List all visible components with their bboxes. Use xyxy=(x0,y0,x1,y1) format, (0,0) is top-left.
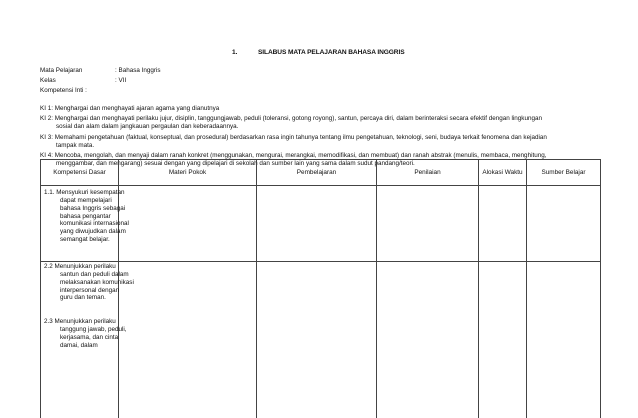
ki-continuation: menggambar, dan mengarang) sesuai dengan yang dipelajari di sekolah dan sumber lain yang sama dalam sudut pandang/teori. xyxy=(56,159,415,167)
syllabus-table xyxy=(40,159,601,418)
alokasi-cell xyxy=(479,262,527,418)
ki-continuation: tampak mata. xyxy=(56,141,95,149)
pembelajaran-cell xyxy=(257,262,377,418)
kd-line: komunikasi internasional xyxy=(60,220,129,228)
table-header-row xyxy=(41,160,601,186)
penilaian-cell xyxy=(377,186,479,262)
kd-item xyxy=(41,262,134,302)
meta-row-core-competence xyxy=(40,87,161,97)
ki-item xyxy=(40,134,600,150)
materi-cell xyxy=(119,262,257,418)
kd-line: bahasa Inggris sebagai xyxy=(60,204,126,212)
meta-value: : VII xyxy=(115,77,127,84)
kd-line: bahasa pengantar xyxy=(60,212,111,220)
meta-row-class xyxy=(40,77,161,87)
ki-continuation: sosial dan alam dalam jangkauan pergaulan dan keberadaannya. xyxy=(56,123,239,131)
title-number: 1. xyxy=(232,49,238,56)
kd-line: interpersonal dengan xyxy=(60,286,120,294)
sumber-cell xyxy=(527,262,601,418)
kd-cell xyxy=(41,186,129,262)
kd-item xyxy=(41,186,129,244)
materi-cell xyxy=(119,186,257,262)
penilaian-cell xyxy=(377,262,479,418)
kd-line: 2.3 Menunjukkan perilaku xyxy=(44,318,116,326)
meta-label: Kelas xyxy=(40,77,56,84)
header-materi-pokok: Materi Pokok xyxy=(119,160,257,186)
meta-label: Kompetensi Inti : xyxy=(40,87,87,94)
kd-line: dapat mempelajari xyxy=(60,196,112,204)
meta-row-subject xyxy=(40,67,161,77)
table-row xyxy=(41,262,601,418)
header-kompetensi-dasar: Kompetensi Dasar xyxy=(41,160,119,186)
header-alokasi-waktu: Alokasi Waktu xyxy=(479,160,527,186)
meta-block xyxy=(40,67,161,97)
alokasi-cell xyxy=(479,186,527,262)
meta-value: : Bahasa Inggris xyxy=(115,67,161,74)
header-penilaian: Penilaian xyxy=(377,160,479,186)
header-pembelajaran: Pembelajaran xyxy=(257,160,377,186)
title-text: SILABUS MATA PELAJARAN BAHASA INGGRIS xyxy=(258,49,405,56)
ki-text: KI 1: Menghargai dan menghayati ajaran agama yang dianutnya xyxy=(40,105,220,112)
kd-line: santun dan peduli dalam xyxy=(60,270,129,278)
kd-line: melaksanakan komunikasi xyxy=(60,278,134,286)
document-title xyxy=(232,49,405,57)
kd-line: tanggung jawab, peduli, xyxy=(60,326,127,334)
ki-item xyxy=(40,115,600,131)
kd-line: yang diwujudkan dalam xyxy=(60,228,126,236)
ki-text: KI 4: Mencoba, mengolah, dan menyaji dalam ranah konkret (menggunakan, mengurai, merangkai, memodifikasi, dan membuat) dan ranah abstrak (menulis, membaca, menghitung, xyxy=(40,152,547,160)
kd-line: semangat belajar. xyxy=(60,236,110,244)
ki-text: KI 2: Menghargai dan menghayati perilaku jujur, disiplin, tanggungjawab, peduli (toleransi, gotong royong), santun, percaya diri, dalam berinteraksi secara efektif dengan lingkungan xyxy=(40,115,542,123)
kd-cell xyxy=(41,262,134,418)
kd-line: kerjasama, dan cinta xyxy=(60,334,119,342)
header-sumber-belajar: Sumber Belajar xyxy=(527,160,601,186)
table-row xyxy=(41,186,601,262)
ki-text: KI 3: Memahami pengetahuan (faktual, konseptual, dan prosedural) berdasarkan rasa ingin tahunya tentang ilmu pengetahuan, teknologi, seni, budaya terkait fenomena dan kejadian xyxy=(40,133,547,141)
meta-label: Mata Pelajaran xyxy=(40,67,83,74)
kd-line: damai, dalam xyxy=(60,341,98,349)
kd-line: 2.2 Menunjukkan perilaku xyxy=(44,263,116,270)
kd-line: guru dan teman. xyxy=(60,294,106,302)
sumber-cell xyxy=(527,186,601,262)
kd-item xyxy=(41,302,127,349)
kd-line: 1.1. Mensyukuri kesempatan xyxy=(44,189,125,196)
pembelajaran-cell xyxy=(257,186,377,262)
ki-item xyxy=(40,105,600,113)
